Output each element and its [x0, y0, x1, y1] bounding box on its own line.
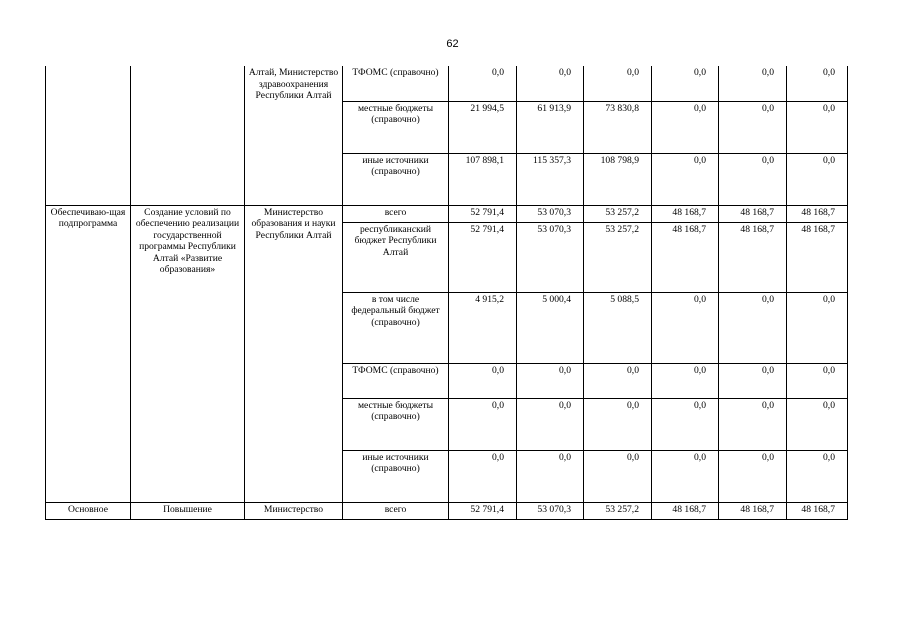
amount-cell: 0,0	[719, 398, 787, 450]
amount-cell: 48 168,7	[719, 205, 787, 222]
amount-cell: 0,0	[787, 153, 848, 205]
amount-cell: 48 168,7	[787, 502, 848, 519]
amount-cell: 53 257,2	[584, 502, 652, 519]
amount-cell: 52 791,4	[449, 222, 517, 292]
program-name-cell	[131, 66, 245, 205]
amount-cell: 0,0	[652, 292, 719, 363]
status-cell	[46, 66, 131, 205]
amount-cell: 48 168,7	[719, 502, 787, 519]
amount-cell: 48 168,7	[787, 222, 848, 292]
amount-cell: 107 898,1	[449, 153, 517, 205]
funding-source-cell: всего	[343, 502, 449, 519]
amount-cell: 48 168,7	[652, 502, 719, 519]
amount-cell: 0,0	[787, 101, 848, 153]
amount-cell: 0,0	[787, 450, 848, 502]
funding-source-cell: иные источники (справочно)	[343, 153, 449, 205]
funding-source-cell: всего	[343, 205, 449, 222]
amount-cell: 0,0	[652, 363, 719, 398]
amount-cell: 0,0	[719, 101, 787, 153]
amount-cell: 53 070,3	[517, 205, 584, 222]
funding-source-cell: в том числе федеральный бюджет (справочно)	[343, 292, 449, 363]
amount-cell: 53 070,3	[517, 502, 584, 519]
status-cell: Основное	[46, 502, 131, 519]
program-name-cell: Повышение	[131, 502, 245, 519]
amount-cell: 0,0	[787, 292, 848, 363]
amount-cell: 0,0	[517, 363, 584, 398]
amount-cell: 0,0	[787, 398, 848, 450]
amount-cell: 0,0	[449, 66, 517, 101]
amount-cell: 21 994,5	[449, 101, 517, 153]
status-cell: Обеспечиваю-щая подпрограмма	[46, 205, 131, 502]
amount-cell: 53 257,2	[584, 222, 652, 292]
amount-cell: 48 168,7	[652, 222, 719, 292]
table-row	[46, 205, 848, 222]
budget-table	[45, 66, 848, 520]
amount-cell: 0,0	[517, 66, 584, 101]
executor-cell: Министерство образования и науки Республики Алтай	[245, 205, 343, 502]
amount-cell: 5 088,5	[584, 292, 652, 363]
amount-cell: 0,0	[584, 398, 652, 450]
table-row	[46, 66, 848, 101]
amount-cell: 53 070,3	[517, 222, 584, 292]
amount-cell: 115 357,3	[517, 153, 584, 205]
amount-cell: 48 168,7	[652, 205, 719, 222]
page-number: 62	[446, 38, 459, 50]
amount-cell: 0,0	[719, 292, 787, 363]
executor-cell: Министерство	[245, 502, 343, 519]
table-row	[46, 502, 848, 519]
amount-cell: 0,0	[652, 398, 719, 450]
amount-cell: 0,0	[787, 66, 848, 101]
funding-source-cell: иные источники (справочно)	[343, 450, 449, 502]
amount-cell: 0,0	[449, 398, 517, 450]
amount-cell: 108 798,9	[584, 153, 652, 205]
amount-cell: 0,0	[652, 153, 719, 205]
funding-source-cell: ТФОМС (справочно)	[343, 66, 449, 101]
amount-cell: 4 915,2	[449, 292, 517, 363]
amount-cell: 52 791,4	[449, 205, 517, 222]
amount-cell: 48 168,7	[719, 222, 787, 292]
program-name-cell: Создание условий по обеспечению реализации государственной программы Республики Алтай «Развитие образования»	[131, 205, 245, 502]
funding-source-cell: республиканский бюджет Республики Алтай	[343, 222, 449, 292]
amount-cell: 0,0	[517, 398, 584, 450]
amount-cell: 48 168,7	[787, 205, 848, 222]
funding-source-cell: местные бюджеты (справочно)	[343, 101, 449, 153]
amount-cell: 73 830,8	[584, 101, 652, 153]
amount-cell: 0,0	[584, 450, 652, 502]
amount-cell: 0,0	[652, 101, 719, 153]
amount-cell: 0,0	[719, 450, 787, 502]
amount-cell: 5 000,4	[517, 292, 584, 363]
amount-cell: 0,0	[449, 450, 517, 502]
funding-source-cell: местные бюджеты (справочно)	[343, 398, 449, 450]
amount-cell: 52 791,4	[449, 502, 517, 519]
amount-cell: 0,0	[719, 66, 787, 101]
amount-cell: 0,0	[584, 363, 652, 398]
amount-cell: 0,0	[449, 363, 517, 398]
amount-cell: 0,0	[787, 363, 848, 398]
funding-source-cell: ТФОМС (справочно)	[343, 363, 449, 398]
amount-cell: 0,0	[719, 363, 787, 398]
executor-cell: Алтай, Министерство здравоохранения Республики Алтай	[245, 66, 343, 205]
amount-cell: 0,0	[652, 66, 719, 101]
amount-cell: 0,0	[517, 450, 584, 502]
amount-cell: 0,0	[652, 450, 719, 502]
amount-cell: 61 913,9	[517, 101, 584, 153]
amount-cell: 53 257,2	[584, 205, 652, 222]
amount-cell: 0,0	[584, 66, 652, 101]
amount-cell: 0,0	[719, 153, 787, 205]
